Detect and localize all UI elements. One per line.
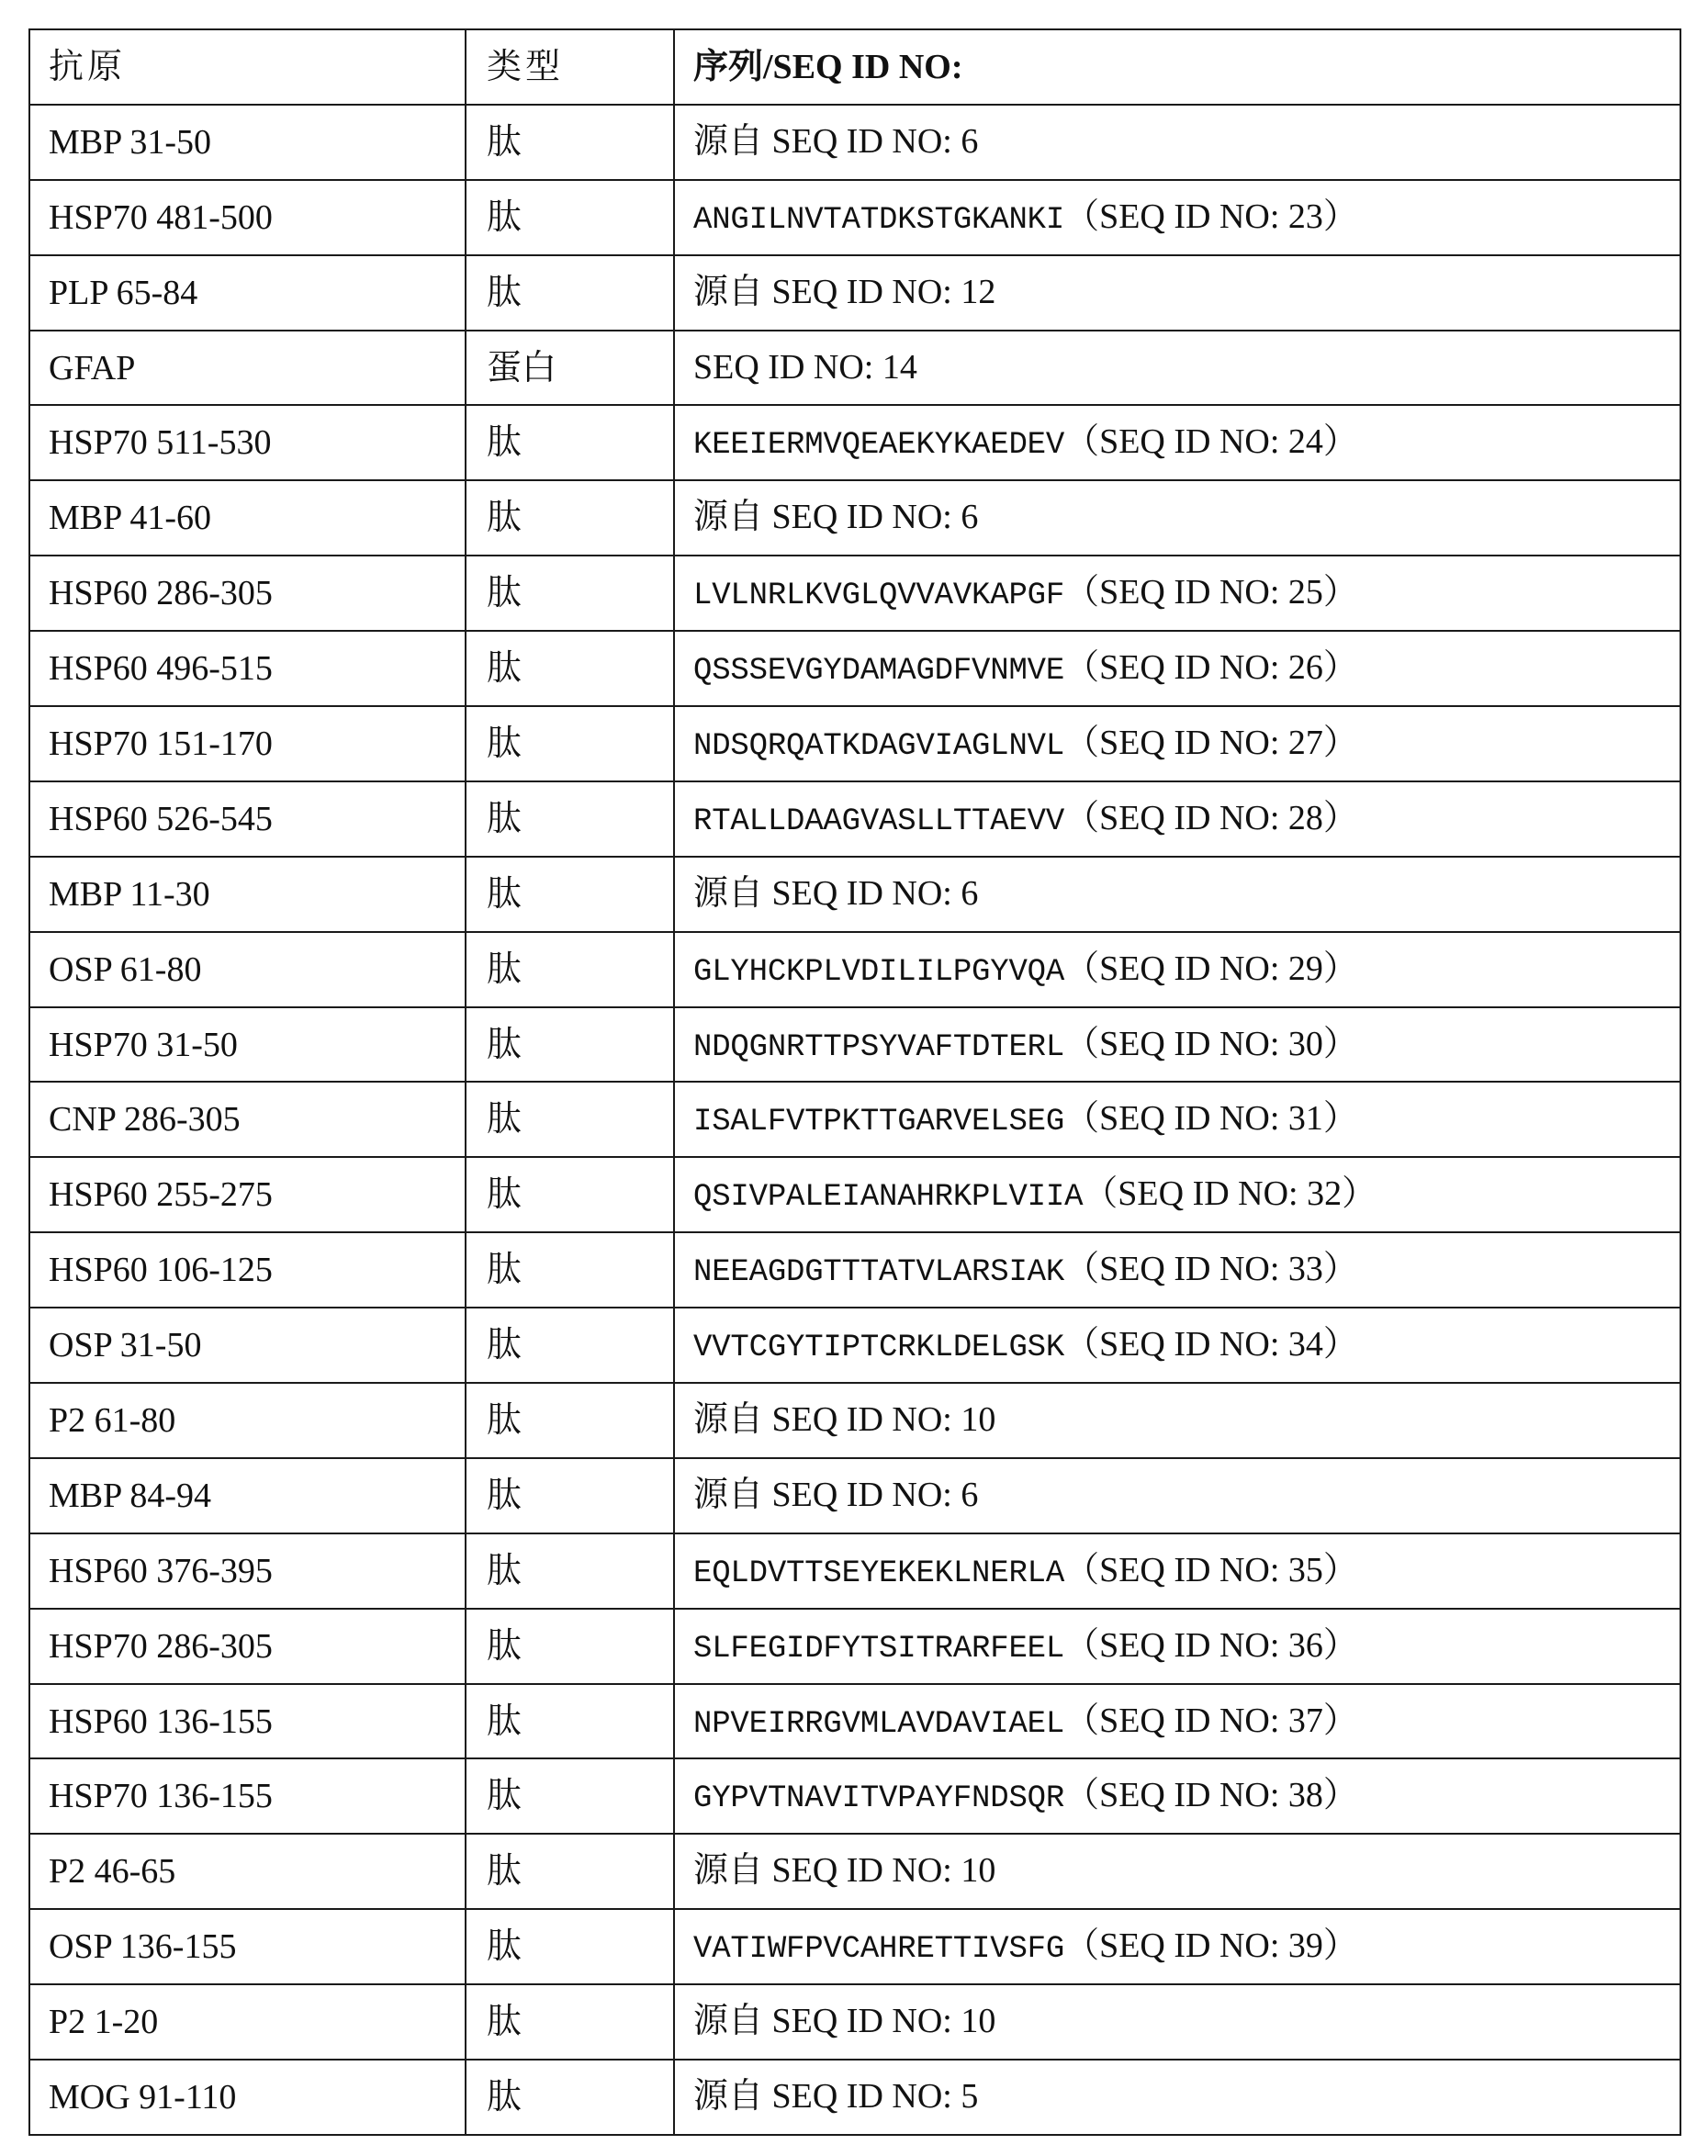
seq-id-reference: （SEQ ID NO: 33） <box>1064 1250 1358 1288</box>
sequence-cell <box>674 781 1680 857</box>
seq-id-reference: 源自 SEQ ID NO: 10 <box>693 1400 995 1439</box>
table-row <box>29 556 1680 631</box>
antigen-cell: HSP70 136-155 <box>29 1758 466 1834</box>
seq-id-reference: （SEQ ID NO: 36） <box>1064 1626 1358 1665</box>
seq-id-reference: SEQ ID NO: 14 <box>693 348 917 387</box>
sequence-cell <box>674 105 1680 180</box>
sequence-text: NDQGNRTTPSYVAFTDTERL <box>693 1030 1064 1065</box>
seq-id-reference: （SEQ ID NO: 30） <box>1064 1025 1358 1063</box>
table-row <box>29 180 1680 255</box>
sequence-cell <box>674 1308 1680 1383</box>
type-cell: 肽 <box>466 631 674 706</box>
antigen-cell: CNP 286-305 <box>29 1082 466 1157</box>
antigen-cell: HSP60 526-545 <box>29 781 466 857</box>
sequence-cell <box>674 1684 1680 1759</box>
seq-id-reference: （SEQ ID NO: 23） <box>1064 197 1358 236</box>
sequence-cell <box>674 1984 1680 2060</box>
sequence-cell <box>674 1533 1680 1609</box>
seq-id-reference: （SEQ ID NO: 28） <box>1064 799 1358 837</box>
type-cell: 肽 <box>466 932 674 1007</box>
table-row <box>29 631 1680 706</box>
type-cell: 肽 <box>466 1232 674 1308</box>
sequence-cell <box>674 631 1680 706</box>
seq-id-reference: （SEQ ID NO: 39） <box>1064 1926 1358 1965</box>
sequence-cell <box>674 331 1680 406</box>
type-cell: 肽 <box>466 1684 674 1759</box>
antigen-cell: MBP 31-50 <box>29 105 466 180</box>
seq-id-reference: 源自 SEQ ID NO: 5 <box>693 2077 978 2116</box>
seq-id-reference: （SEQ ID NO: 25） <box>1064 573 1358 612</box>
table-row <box>29 1609 1680 1684</box>
sequence-cell <box>674 1834 1680 1909</box>
type-cell: 肽 <box>466 2060 674 2135</box>
table-row <box>29 1458 1680 1533</box>
table-row <box>29 857 1680 932</box>
type-cell: 肽 <box>466 405 674 480</box>
seq-id-reference: 源自 SEQ ID NO: 10 <box>693 2002 995 2040</box>
table-row <box>29 1383 1680 1458</box>
type-cell: 肽 <box>466 1383 674 1458</box>
table-row <box>29 480 1680 556</box>
sequence-text: QSSSEVGYDAMAGDFVNMVE <box>693 654 1064 689</box>
seq-id-reference: （SEQ ID NO: 24） <box>1064 422 1358 461</box>
antigen-table <box>28 28 1681 2136</box>
table-row <box>29 2060 1680 2135</box>
type-cell: 肽 <box>466 1984 674 2060</box>
seq-id-reference: （SEQ ID NO: 37） <box>1064 1701 1358 1740</box>
table-row <box>29 1232 1680 1308</box>
antigen-cell: HSP70 286-305 <box>29 1609 466 1684</box>
sequence-text: EQLDVTTSEYEKEKLNERLA <box>693 1556 1064 1591</box>
type-cell: 肽 <box>466 180 674 255</box>
seq-id-reference: （SEQ ID NO: 35） <box>1064 1551 1358 1589</box>
seq-id-reference: 源自 SEQ ID NO: 10 <box>693 1851 995 1890</box>
seq-id-reference: （SEQ ID NO: 32） <box>1083 1174 1377 1213</box>
table-row <box>29 105 1680 180</box>
type-cell: 肽 <box>466 1909 674 1984</box>
sequence-cell <box>674 1609 1680 1684</box>
type-cell: 蛋白 <box>466 331 674 406</box>
seq-id-reference: （SEQ ID NO: 31） <box>1064 1099 1358 1138</box>
antigen-cell: HSP70 151-170 <box>29 706 466 781</box>
sequence-text: ISALFVTPKTTGARVELSEG <box>693 1105 1064 1140</box>
antigen-cell: OSP 136-155 <box>29 1909 466 1984</box>
sequence-text: NDSQRQATKDAGVIAGLNVL <box>693 729 1064 764</box>
sequence-cell <box>674 1758 1680 1834</box>
sequence-cell <box>674 1458 1680 1533</box>
type-cell: 肽 <box>466 1609 674 1684</box>
antigen-cell: HSP70 481-500 <box>29 180 466 255</box>
table-row <box>29 1007 1680 1083</box>
type-cell: 肽 <box>466 1157 674 1232</box>
type-cell: 肽 <box>466 255 674 331</box>
type-cell: 肽 <box>466 1758 674 1834</box>
seq-id-reference: （SEQ ID NO: 34） <box>1064 1325 1358 1364</box>
antigen-cell: HSP60 136-155 <box>29 1684 466 1759</box>
header-type: 类型 <box>466 29 674 105</box>
type-cell: 肽 <box>466 1834 674 1909</box>
table-row <box>29 331 1680 406</box>
type-cell: 肽 <box>466 1458 674 1533</box>
table-row <box>29 706 1680 781</box>
antigen-cell: OSP 61-80 <box>29 932 466 1007</box>
antigen-cell: P2 1-20 <box>29 1984 466 2060</box>
antigen-cell: MBP 41-60 <box>29 480 466 556</box>
sequence-cell <box>674 1082 1680 1157</box>
sequence-cell <box>674 180 1680 255</box>
sequence-cell <box>674 556 1680 631</box>
sequence-text: RTALLDAAGVASLLTTAEVV <box>693 804 1064 839</box>
table-row <box>29 781 1680 857</box>
type-cell: 肽 <box>466 857 674 932</box>
sequence-text: VATIWFPVCAHRETTIVSFG <box>693 1932 1064 1967</box>
sequence-cell <box>674 255 1680 331</box>
sequence-text: GLYHCKPLVDILILPGYVQA <box>693 955 1064 990</box>
sequence-text: VVTCGYTIPTCRKLDELGSK <box>693 1331 1064 1365</box>
antigen-cell: HSP60 255-275 <box>29 1157 466 1232</box>
sequence-text: NEEAGDGTTTATVLARSIAK <box>693 1255 1064 1290</box>
table-row <box>29 1909 1680 1984</box>
type-cell: 肽 <box>466 105 674 180</box>
table-body <box>29 105 1680 2135</box>
antigen-cell: MBP 84-94 <box>29 1458 466 1533</box>
sequence-cell <box>674 480 1680 556</box>
antigen-cell: HSP70 31-50 <box>29 1007 466 1083</box>
table-row <box>29 255 1680 331</box>
table-row <box>29 1308 1680 1383</box>
seq-id-reference: （SEQ ID NO: 38） <box>1064 1776 1358 1814</box>
type-cell: 肽 <box>466 480 674 556</box>
type-cell: 肽 <box>466 706 674 781</box>
antigen-cell: HSP60 106-125 <box>29 1232 466 1308</box>
seq-id-reference: （SEQ ID NO: 26） <box>1064 648 1358 687</box>
header-sequence: 序列/SEQ ID NO: <box>674 29 1680 105</box>
sequence-text: ANGILNVTATDKSTGKANKI <box>693 203 1064 238</box>
sequence-cell <box>674 1232 1680 1308</box>
type-cell: 肽 <box>466 1308 674 1383</box>
table-row <box>29 1082 1680 1157</box>
antigen-cell: HSP70 511-530 <box>29 405 466 480</box>
antigen-cell: P2 46-65 <box>29 1834 466 1909</box>
type-cell: 肽 <box>466 556 674 631</box>
sequence-cell <box>674 2060 1680 2135</box>
seq-id-reference: 源自 SEQ ID NO: 6 <box>693 874 978 913</box>
seq-id-reference: 源自 SEQ ID NO: 6 <box>693 1476 978 1514</box>
type-cell: 肽 <box>466 781 674 857</box>
table-row <box>29 1684 1680 1759</box>
antigen-cell: MBP 11-30 <box>29 857 466 932</box>
sequence-cell <box>674 1383 1680 1458</box>
table-row <box>29 405 1680 480</box>
sequence-cell <box>674 932 1680 1007</box>
sequence-cell <box>674 857 1680 932</box>
sequence-text: SLFEGIDFYTSITRARFEEL <box>693 1632 1064 1667</box>
seq-id-reference: 源自 SEQ ID NO: 12 <box>693 273 995 311</box>
table-row <box>29 932 1680 1007</box>
antigen-cell: OSP 31-50 <box>29 1308 466 1383</box>
table-row <box>29 1533 1680 1609</box>
sequence-cell <box>674 1909 1680 1984</box>
type-cell: 肽 <box>466 1533 674 1609</box>
table-header-row <box>29 29 1680 105</box>
sequence-text: NPVEIRRGVMLAVDAVIAEL <box>693 1707 1064 1742</box>
seq-id-reference: （SEQ ID NO: 29） <box>1064 949 1358 988</box>
type-cell: 肽 <box>466 1082 674 1157</box>
type-cell: 肽 <box>466 1007 674 1083</box>
antigen-cell: HSP60 286-305 <box>29 556 466 631</box>
header-antigen: 抗原 <box>29 29 466 105</box>
seq-id-reference: 源自 SEQ ID NO: 6 <box>693 122 978 161</box>
sequence-cell <box>674 1007 1680 1083</box>
antigen-cell: GFAP <box>29 331 466 406</box>
antigen-cell: PLP 65-84 <box>29 255 466 331</box>
sequence-cell <box>674 1157 1680 1232</box>
sequence-text: QSIVPALEIANAHRKPLVIIA <box>693 1180 1083 1215</box>
sequence-text: KEEIERMVQEAEKYKAEDEV <box>693 428 1064 463</box>
table-row <box>29 1984 1680 2060</box>
sequence-cell <box>674 405 1680 480</box>
sequence-cell <box>674 706 1680 781</box>
antigen-table-container <box>28 28 1680 2136</box>
antigen-cell: HSP60 376-395 <box>29 1533 466 1609</box>
table-row <box>29 1834 1680 1909</box>
seq-id-reference: （SEQ ID NO: 27） <box>1064 724 1358 762</box>
table-row <box>29 1758 1680 1834</box>
seq-id-reference: 源自 SEQ ID NO: 6 <box>693 498 978 536</box>
sequence-text: LVLNRLKVGLQVVAVKAPGF <box>693 578 1064 613</box>
sequence-text: GYPVTNAVITVPAYFNDSQR <box>693 1781 1064 1816</box>
antigen-cell: P2 61-80 <box>29 1383 466 1458</box>
antigen-cell: MOG 91-110 <box>29 2060 466 2135</box>
antigen-cell: HSP60 496-515 <box>29 631 466 706</box>
table-row <box>29 1157 1680 1232</box>
